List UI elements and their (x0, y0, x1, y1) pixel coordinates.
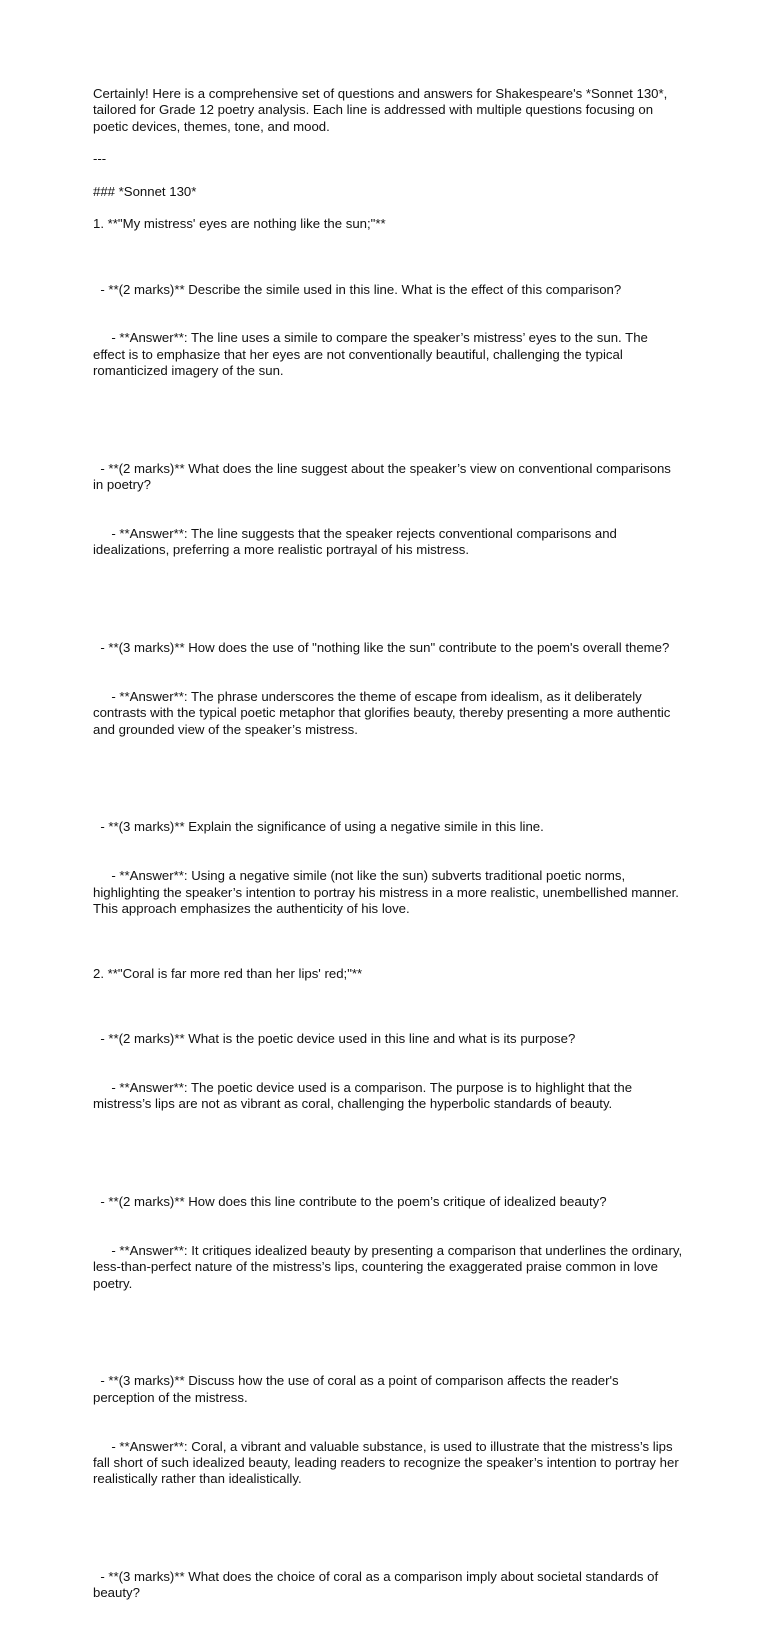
qa-block-2b (93, 1162, 686, 1325)
answer-text: - **Answer**: Using a negative simile (not like the sun) subverts traditional poetic norms, highlighting the speaker’s intention to portray his mistress in a more realistic, unembellished manner. This approach emphasizes the authenticity of his love. (93, 868, 683, 916)
qa-block-1b (93, 428, 683, 591)
answer-text: - **Answer**: The line suggests that the speaker rejects conventional comparisons and idealizations, preferring a more realistic portrayal of his mistress. (93, 526, 621, 558)
qa-block-1d (93, 787, 683, 950)
question-text: - **(3 marks)** Discuss how the use of coral as a point of comparison affects the reader's perception of the mistress. (93, 1373, 623, 1405)
question-text: - **(2 marks)** How does this line contribute to the poem’s critique of idealized beauty? (93, 1194, 607, 1210)
question-text: - **(2 marks)** What is the poetic device used in this line and what is its purpose? (93, 1031, 576, 1047)
qa-block-1a (93, 249, 683, 412)
answer-text: - **Answer**: It critiques idealized beauty by presenting a comparison that underlines the ordinary, less-than-perfect nature of the mistress’s lips, countering the exaggerated praise common in love poetry. (93, 1243, 686, 1291)
poem-line-1: 1. **"My mistress' eyes are nothing like the sun;"** (93, 216, 386, 232)
question-text: - **(2 marks)** What does the line suggest about the speaker’s view on conventional comparisons in poetry? (93, 460, 675, 493)
answer-text: - **Answer**: Coral, a vibrant and valuable substance, is used to illustrate that the mistress’s lips fall short of such idealized beauty, leading readers to recognize the speaker’s intention to portray her realistically rather than idealistically. (93, 1438, 683, 1487)
answer-text: - **Answer**: The phrase underscores the theme of escape from idealism, as it deliberately contrasts with the typical poetic metaphor that glorifies beauty, thereby presenting a more authentic and grounded view of the speaker’s mistress. (93, 688, 675, 737)
qa-block-2c (93, 1341, 683, 1520)
question-text: - **(3 marks)** What does the choice of coral as a comparison imply about societal standards of beauty? (93, 1569, 662, 1601)
question-text: - **(2 marks)** Describe the simile used in this line. What is the effect of this comparison? (93, 281, 622, 297)
document-body (93, 86, 686, 1651)
separator: --- (93, 151, 107, 167)
question-text: - **(3 marks)** Explain the significance of using a negative simile in this line. (93, 819, 544, 835)
question-text: - **(3 marks)** How does the use of "nothing like the sun" contribute to the poem's overall theme? (93, 640, 670, 656)
answer-text: - **Answer**: The line uses a simile to compare the speaker’s mistress’ eyes to the sun. The effect is to emphasize that her eyes are not conventionally beautiful, challenging the typical romanticized imagery of the sun. (93, 330, 652, 379)
qa-block-2a (93, 999, 683, 1146)
intro-paragraph: Certainly! Here is a comprehensive set of questions and answers for Shakespeare's *Sonnet 130*, tailored for Grade 12 poetry analysis. Each line is addressed with multiple questions focusing on poetic devices, themes, tone, and mood. (93, 86, 671, 134)
poem-line-2: 2. **"Coral is far more red than her lips' red;"** (93, 966, 363, 982)
qa-block-1c (93, 608, 683, 771)
answer-text: - **Answer**: The poetic device used is a comparison. The purpose is to highlight that the mistress’s lips are not as vibrant as coral, challenging the hyperbolic standards of beauty. (93, 1080, 636, 1112)
section-heading: ### *Sonnet 130* (93, 183, 197, 199)
qa-block-2d (93, 1536, 683, 1634)
